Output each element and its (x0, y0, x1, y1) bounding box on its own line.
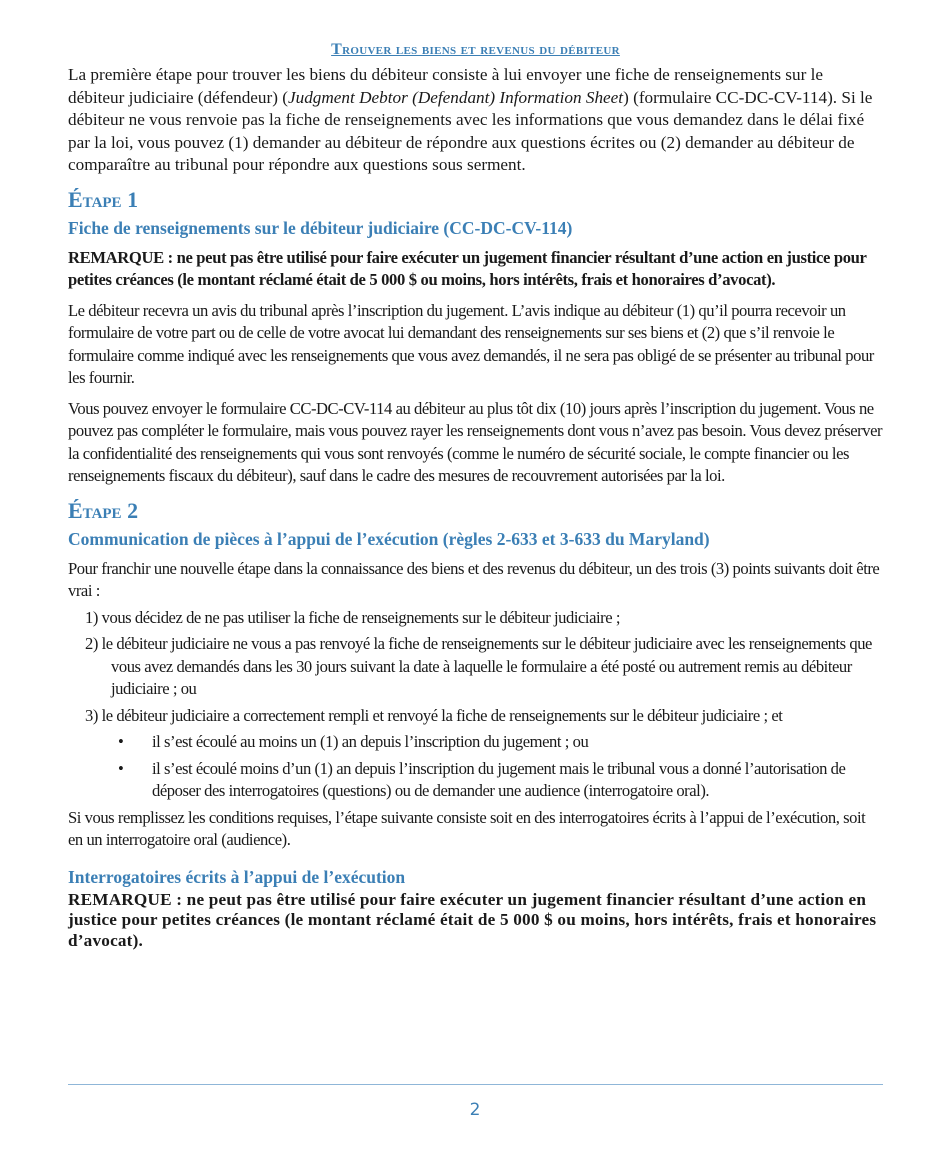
condition-item-2: 2) le débiteur judiciaire ne vous a pas renvoyé la fiche de renseignements sur le débiteur judiciaire avec les renseignements que vous avez demandés dans les 30 jours suivant la date à laquelle le formulaire a été posté ou autrement remis au débiteur judiciaire ; ou (85, 634, 872, 698)
page-number: 2 (469, 1100, 481, 1120)
intro-text-1: La première étape pour trouver les biens du débiteur consiste à lui envoyer une fiche de renseignements sur le débiteur judiciaire (défendeur) ( (68, 65, 824, 107)
intro-italic: Judgment Debtor (Defendant) Information Sheet (287, 87, 624, 107)
step-2-paragraph-2: Si vous remplissez les conditions requises, l’étape suivante consiste soit en des interrogatoires écrits à l’appui de l’exécution, soit en un interrogatoire oral (audience). (68, 807, 866, 849)
bullet-item-1 (68, 731, 883, 754)
step-1-subheading: Fiche de renseignements sur le débiteur judiciaire (CC-DC-CV-114) (68, 217, 573, 238)
intro-paragraph (68, 64, 883, 177)
step-1-paragraph-1: Le débiteur recevra un avis du tribunal après l’inscription du jugement. L’avis indique au débiteur (1) qu’il pourra recevoir un formulaire de votre part ou de celle de votre avocat lui demandant des renseignements sur ses biens et (2) que s’il renvoie le formulaire comme indiqué avec les renseignements que vous avez demandés, il ne sera pas obligé de se présenter au tribunal pour les fournir. (68, 300, 874, 387)
step-2-subheading: Communication de pièces à l’appui de l’exécution (règles 2-633 et 3-633 du Maryland) (68, 528, 710, 549)
step-2-paragraph-1: Pour franchir une nouvelle étape dans la connaissance des biens et des revenus du débiteur, un des trois (3) points suivants doit être vrai : (68, 558, 880, 600)
bullet-icon: • (118, 732, 124, 751)
step-1-heading: Étape 1 (68, 186, 139, 212)
step-2-note: REMARQUE : ne peut pas être utilisé pour faire exécuter un jugement financier résultant d’une action en justice pour petites créances (le montant réclamé était de 5 000 $ ou moins, hors intérêts, frais et honoraires d’avocat). (68, 889, 877, 950)
bullet-text-2: il s’est écoulé moins d’un (1) an depuis l’inscription du jugement mais le tribunal vous a donné l’autorisation de déposer des interrogatoires (questions) ou de demander une audience (interrogatoire oral). (152, 758, 846, 800)
step-2-subheading-2: Interrogatoires écrits à l’appui de l’exécution (68, 866, 406, 887)
intro-text-2: ) (formulaire CC-DC-CV-114). Si le débiteur ne vous renvoie pas la fiche de renseignements avec les informations que vous demandez dans le délai fixé par la loi, vous pouvez (1) demander au débiteur de répondre aux questions écrites ou (2) demander au débiteur de comparaître au tribunal pour répondre aux questions sous serment. (68, 87, 873, 174)
bullet-item-2 (68, 758, 883, 803)
page-title: Trouver les biens et revenus du débiteur (331, 41, 620, 58)
bullet-text-1: il s’est écoulé au moins un (1) an depuis l’inscription du jugement ; ou (152, 732, 589, 751)
document-page (68, 40, 883, 951)
footer-divider (68, 1084, 883, 1085)
step-2-heading: Étape 2 (68, 497, 139, 523)
condition-item-3: 3) le débiteur judiciaire a correctement rempli et renvoyé la fiche de renseignements sur le débiteur judiciaire ; et (85, 705, 783, 725)
step-1-paragraph-2: Vous pouvez envoyer le formulaire CC-DC-CV-114 au débiteur au plus tôt dix (10) jours après l’inscription du jugement. Vous ne pouvez pas compléter le formulaire, mais vous pouvez rayer les renseignements dont vous n’avez pas besoin. Vous devez préserver la confidentialité des renseignements qui vous sont renvoyés (comme le numéro de sécurité sociale, le compte financier ou les renseignements fiscaux du débiteur), sauf dans le cadre des mesures de recouvrement autorisées par la loi. (68, 398, 883, 485)
bullet-icon: • (118, 758, 124, 778)
step-1-note: REMARQUE : ne peut pas être utilisé pour faire exécuter un jugement financier résultant d’une action en justice pour petites créances (le montant réclamé était de 5 000 $ ou moins, hors intérêts, frais et honoraires d’avocat). (68, 247, 867, 289)
condition-item-1: 1) vous décidez de ne pas utiliser la fiche de renseignements sur le débiteur judiciaire ; (85, 607, 620, 627)
